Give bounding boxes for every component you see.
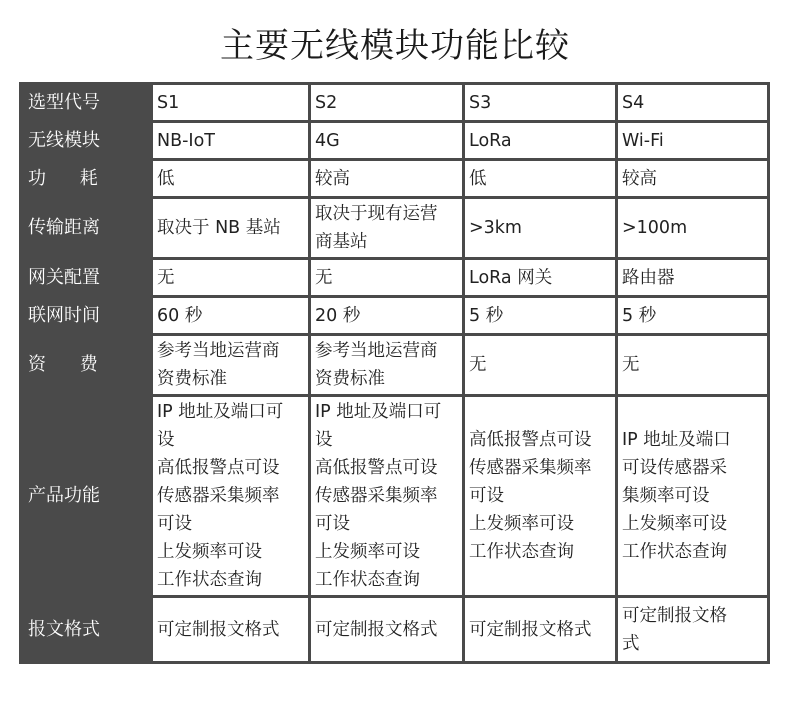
table-cell xyxy=(153,85,308,120)
cell-text-line: 可设 xyxy=(315,514,350,534)
cell-text-line: 可定制报文格式 xyxy=(469,619,592,640)
table-row-module xyxy=(22,123,767,158)
cell-text-line: 可定制报文格 xyxy=(622,605,727,626)
cell-text-line: 高低报警点可设 xyxy=(469,430,592,450)
table-row-model xyxy=(22,85,767,120)
table-cell xyxy=(153,199,308,257)
cell-text-line: 低 xyxy=(469,168,487,189)
table-row-gateway xyxy=(22,260,767,295)
cell-text-line: IP 地址及端口可 xyxy=(315,402,442,422)
page-title: 主要无线模块功能比较 xyxy=(220,26,570,66)
cell-text-line: 无 xyxy=(157,267,175,288)
cell-text-line: 传感器采集频率 xyxy=(469,458,592,478)
row-header-features: 产品功能 xyxy=(22,397,150,595)
cell-text-line: 上发频率可设 xyxy=(469,514,574,534)
cell-text-line: 高低报警点可设 xyxy=(157,458,280,478)
table-cell xyxy=(618,85,767,120)
cell-text-line: LoRa 网关 xyxy=(469,267,553,288)
cell-text-line: 上发频率可设 xyxy=(622,514,727,534)
cell-text-line: 较高 xyxy=(622,168,657,189)
cell-text-line: 无 xyxy=(315,267,333,288)
table-cell xyxy=(618,161,767,196)
table-row-power xyxy=(22,161,767,196)
table-row-distance xyxy=(22,199,767,257)
table-cell xyxy=(311,260,462,295)
table-cell xyxy=(311,598,462,661)
table-cell xyxy=(618,336,767,394)
cell-text-line: 可定制报文格式 xyxy=(157,619,280,640)
cell-text-line: S2 xyxy=(315,92,338,113)
table-cell xyxy=(465,298,615,333)
cell-text-line: 工作状态查询 xyxy=(469,542,574,562)
cell-text-line: 资费标准 xyxy=(315,369,385,389)
row-header-connect-time: 联网时间 xyxy=(22,298,150,333)
cell-text-line: 传感器采集频率 xyxy=(315,486,438,506)
cell-text-line: 可设 xyxy=(469,486,504,506)
cell-text-line: S3 xyxy=(469,92,492,113)
table-row-message-format xyxy=(22,598,767,661)
table-cell xyxy=(465,260,615,295)
table-row-fee xyxy=(22,336,767,394)
table-cell xyxy=(311,298,462,333)
table-cell xyxy=(465,199,615,257)
table-cell xyxy=(618,397,767,595)
table-cell xyxy=(465,598,615,661)
cell-text-line: 传感器采集频率 xyxy=(157,486,280,506)
cell-text-line: 取决于 NB 基站 xyxy=(157,218,281,238)
cell-text-line: 较高 xyxy=(315,168,350,189)
table-cell xyxy=(618,123,767,158)
cell-text-line: 低 xyxy=(157,168,175,189)
row-header-power: 功 耗 xyxy=(22,161,150,196)
table-cell xyxy=(311,336,462,394)
comparison-table xyxy=(19,82,770,664)
cell-text-line: 上发频率可设 xyxy=(157,542,262,562)
cell-text-line: 参考当地运营商 xyxy=(157,341,280,361)
table-cell xyxy=(465,161,615,196)
cell-text-line: 5 秒 xyxy=(622,305,657,326)
table-cell xyxy=(311,199,462,257)
row-header-message-format: 报文格式 xyxy=(22,598,150,661)
cell-text-line: S4 xyxy=(622,92,645,113)
cell-text-line: 可设 xyxy=(157,514,192,534)
cell-text-line: 可设传感器采 xyxy=(622,458,727,478)
cell-text-line: 无 xyxy=(622,355,640,375)
row-header-gateway: 网关配置 xyxy=(22,260,150,295)
cell-text-line: 工作状态查询 xyxy=(622,542,727,562)
cell-text-line: 商基站 xyxy=(315,232,368,252)
table-cell xyxy=(465,336,615,394)
cell-text-line: 上发频率可设 xyxy=(315,542,420,562)
cell-text-line: 资费标准 xyxy=(157,369,227,389)
cell-text-line: IP 地址及端口 xyxy=(622,430,731,450)
cell-text-line: 集频率可设 xyxy=(622,486,710,506)
table-row-connect-time xyxy=(22,298,767,333)
cell-text-line: 无 xyxy=(469,355,487,375)
cell-text-line: 可定制报文格式 xyxy=(315,619,438,640)
cell-text-line: 工作状态查询 xyxy=(157,570,262,590)
cell-text-line: >100m xyxy=(622,218,688,238)
cell-text-line: 5 秒 xyxy=(469,305,504,326)
cell-text-line: S1 xyxy=(157,92,180,113)
table-cell xyxy=(311,123,462,158)
table-cell xyxy=(465,85,615,120)
table-cell xyxy=(153,123,308,158)
row-header-model: 选型代号 xyxy=(22,85,150,120)
table-cell xyxy=(153,598,308,661)
cell-text-line: 设 xyxy=(315,430,333,450)
table-cell xyxy=(153,336,308,394)
table-cell xyxy=(153,260,308,295)
cell-text-line: LoRa xyxy=(469,130,512,151)
cell-text-line: IP 地址及端口可 xyxy=(157,402,284,422)
cell-text-line: 60 秒 xyxy=(157,305,203,326)
cell-text-line: 4G xyxy=(315,130,340,151)
cell-text-line: 20 秒 xyxy=(315,305,361,326)
table-cell xyxy=(618,298,767,333)
cell-text-line: 工作状态查询 xyxy=(315,570,420,590)
table-cell xyxy=(618,199,767,257)
table-cell xyxy=(311,85,462,120)
cell-text-line: Wi-Fi xyxy=(622,130,664,151)
row-header-distance: 传输距离 xyxy=(22,199,150,257)
cell-text-line: NB-IoT xyxy=(157,130,215,151)
table-cell xyxy=(618,598,767,661)
table-cell xyxy=(618,260,767,295)
table-row-features xyxy=(22,397,767,595)
cell-text-line: >3km xyxy=(469,218,522,238)
cell-text-line: 高低报警点可设 xyxy=(315,458,438,478)
table-cell xyxy=(311,397,462,595)
cell-text-line: 式 xyxy=(622,633,640,654)
table-cell xyxy=(153,161,308,196)
row-header-fee: 资 费 xyxy=(22,336,150,394)
cell-text-line: 参考当地运营商 xyxy=(315,341,438,361)
table-cell xyxy=(465,397,615,595)
table-cell xyxy=(465,123,615,158)
table-cell xyxy=(153,298,308,333)
row-header-module: 无线模块 xyxy=(22,123,150,158)
cell-text-line: 设 xyxy=(157,430,175,450)
table-cell xyxy=(311,161,462,196)
cell-text-line: 路由器 xyxy=(622,267,675,288)
table-cell xyxy=(153,397,308,595)
cell-text-line: 取决于现有运营 xyxy=(315,204,438,224)
